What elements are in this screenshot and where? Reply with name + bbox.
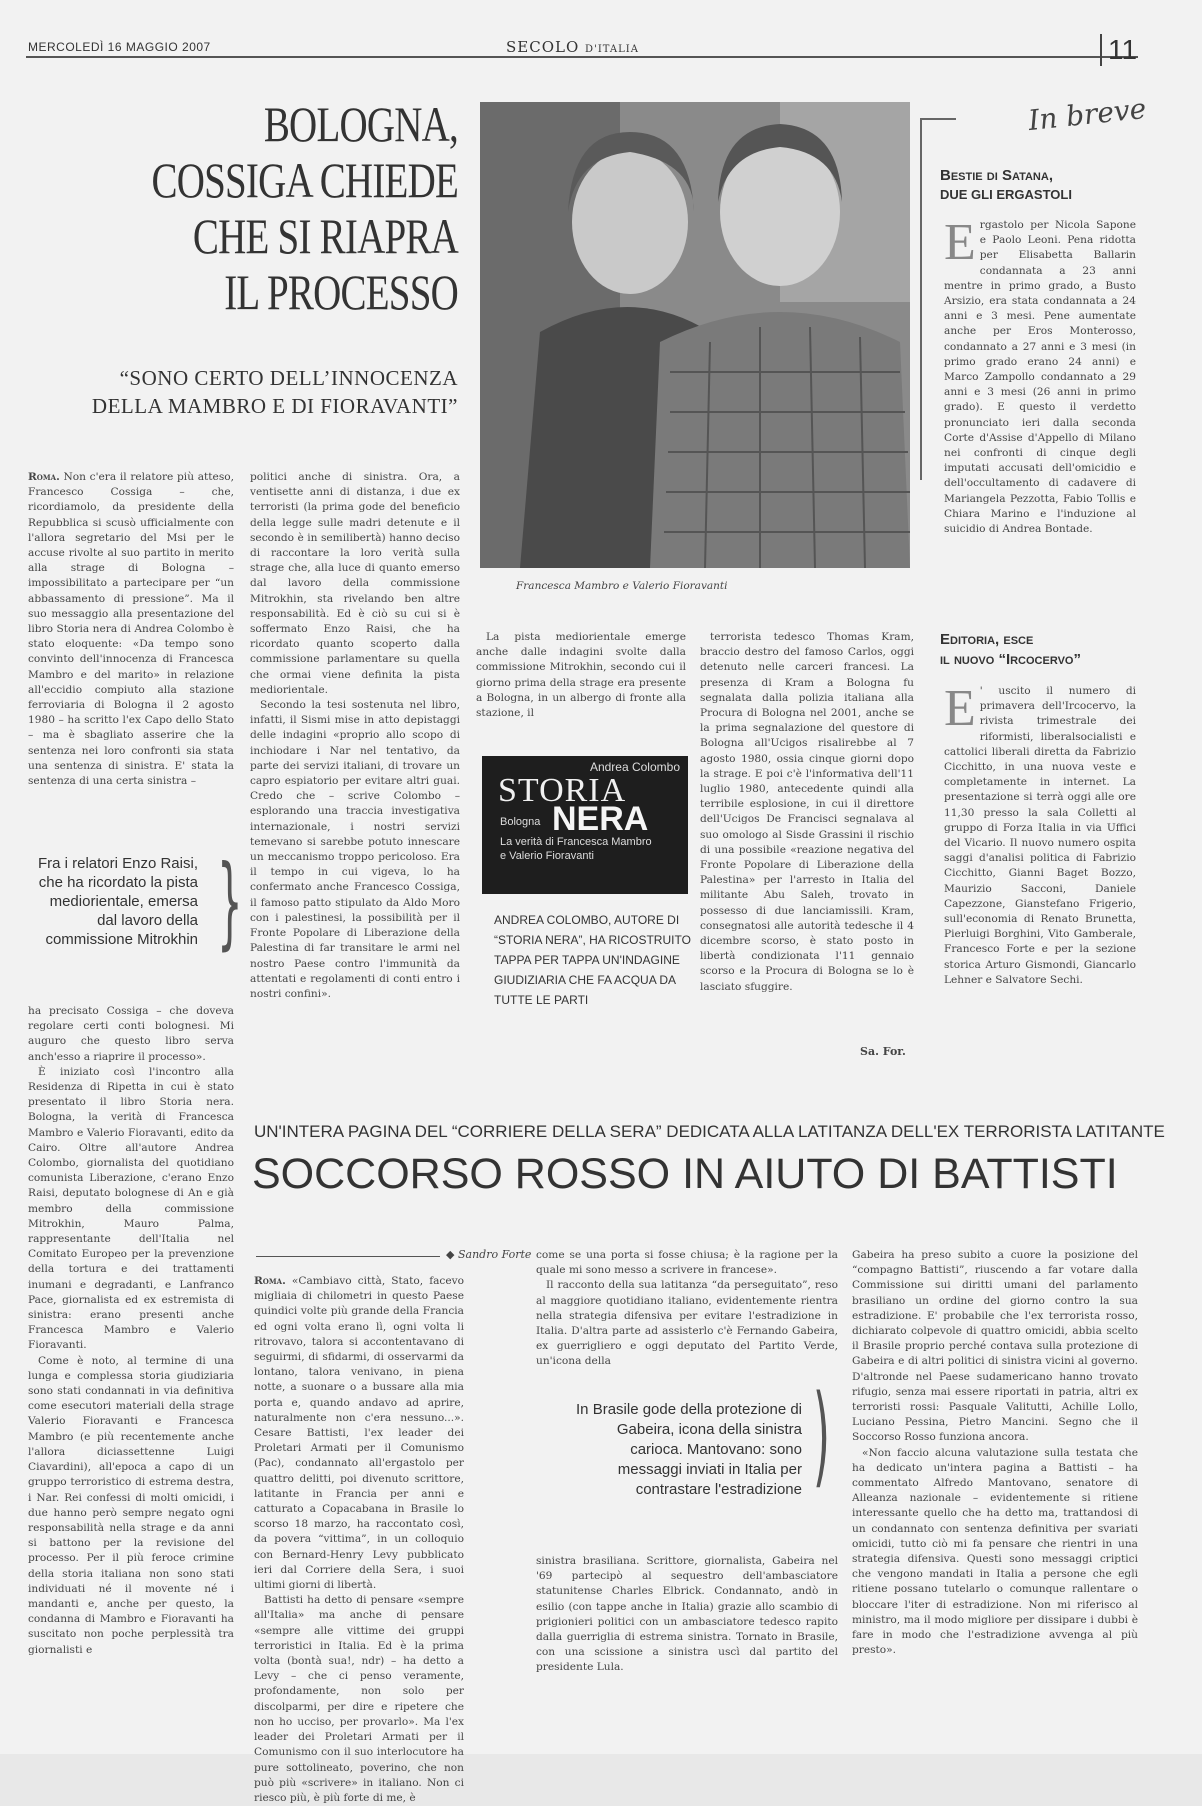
sidebar-item-1-title — [940, 166, 1140, 203]
article-column-1-top — [28, 470, 234, 814]
masthead-name: SECOLO — [506, 38, 580, 56]
brace-ornament: } — [217, 843, 243, 960]
second-pull-quote: In Brasile gode della protezione di Gabeira, icona della sinistra carioca. Mantovano: sono messaggi inviati in Italia per contrastare l'estradizione — [576, 1401, 802, 1498]
headline-line: IL PROCESSO — [224, 264, 458, 320]
paragraph: Il racconto della sua latitanza “da perseguitato”, reso al maggiore quotidiano italiano, evidentemente rientra nella strategia difensiva per evitare l'estradizione in Italia. D'altra parte ad assisterlo c'è Fernando Gabeira, ex guerrigliero e oggi deputato del Partito Verde, un'icona della — [536, 1279, 838, 1368]
headline-line: CHE SI RIAPRA — [192, 208, 458, 264]
byline: ◆ Sandro Forte — [446, 1248, 532, 1261]
paragraph: Come è noto, al termine di una lunga e complessa storia giudiziaria sono stati condannati in via definitiva come esecutori materiali della strage Valerio Fioravanti e Francesca Mambro (e più recentemente anche l'allora diciassettenne Luigi Ciavardini), all'epoca a capo di un gruppo terroristico di estrema destra, i Nar. Rei confessi di molti omicidi, i due hanno però sempre negato ogni responsabilità nella strage e da anni si battono per la revisione del processo. Per il più feroce crimine della storia italiana non sono stati individuati né il movente né i mandanti e, anche per questo, la condanna di Mambro e Fioravanti ha suscitato non poche perplessità tra giornalisti e — [28, 1354, 234, 1656]
masthead-small: D'ITALIA — [585, 44, 639, 55]
sidebar-item-2-text — [944, 680, 1136, 1056]
issue-date: MERCOLEDÌ 16 MAGGIO 2007 — [28, 40, 211, 54]
paragraph: Secondo la tesi sostenuta nel libro, infatti, il Sismi mise in atto depistaggi delle indagini «proprio allo scopo di inchiodare i Nar nel tentativo, da parte dei servizi italiani, di trovare un capro espiatorio per evitare altri guai. Credo che – scrive Colombo – esplorando una traccia investigativa internazionale, i nostri servizi temevano si sarebbe potuto innescare un meccanismo troppo pericoloso. Era il tempo in cui vigeva, lo ha confermato anche Francesco Cossiga, il famoso patto stipulato da Aldo Moro con i palestinesi, la possibilità per il Fronte Popolare di Liberazione della Palestina di far transitare le armi nel nostro Paese contro l'immunità da attentati e regolamenti di conti entro i nostri confini». — [250, 699, 460, 1000]
second-article-column-2-top — [536, 1248, 838, 1378]
book-subtitle-2: La verità di Francesca Mambro — [500, 836, 652, 848]
byline-author: Sandro Forte — [457, 1248, 532, 1261]
book-subtitle-1: Bologna — [500, 816, 541, 828]
author-signoff: Sa. For. — [860, 1045, 906, 1058]
sidebar-item-2-title — [940, 630, 1140, 670]
paragraph: «Cambiavo città, Stato, facevo migliaia di chilometri in questo Paese quindici volte più grande della Francia ed ogni volta erano lì, ogni volta li ritrovavo, talora si accontentavano di seguirmi, di sfidarmi, di osservarmi da lontano, talora venivano, in piena notte, a suonare o a bussare alla mia porta e, quando andavo ad aprire, naturalmente non c'era nessuno...». Cesare Battisti, l'ex leader dei Proletari Armati per il Comunismo (Pac), condannato all'ergastolo per quattro delitti, poi divenuto scrittore, latitante in Francia per anni e catturato a Copacabana in Brasile lo scorso 18 marzo, ha raccontato così, da povera “vittima”, in un colloquio con Bernard-Henry Levy pubblicato ieri dal Corriere della Sera, i suoi ultimi giorni di libertà. — [254, 1275, 464, 1592]
article-column-1-bottom — [28, 1004, 234, 1684]
brace-ornament: ) — [812, 1371, 831, 1499]
photo-caption: Francesca Mambro e Valerio Fioravanti — [516, 580, 728, 592]
paragraph: rgastolo per Nicola Sapone e Paolo Leoni. Pena ridotta per Elisabetta Ballarin condannata a 23 anni mentre in primo grado, a Busto Arsizio, era stata condannata a 24 anni e 3 mesi. Pene aumentate anche per Eros Monterosso, condannato a 27 anni e 3 mesi (in primo grado erano 24 anni) e Marco Zampollo condannato a 29 anni e 3 mesi (26 anni in primo grado). E questo il verdetto pronunciato ieri dalla seconda Corte d'Assise d'Appello di Milano nei confronti di cinque degli imputati accusati dell'omicidio e dell'occultamento di cadavere di Mariangela Pezzotta, Fabio Tollis e Chiara Marino e l'induzione al suicidio di Andrea Bontade. — [944, 219, 1136, 536]
photo-illustration — [480, 102, 910, 568]
book-title-1: STORIA — [498, 772, 627, 809]
paragraph: È iniziato così l'incontro alla Residenza di Ripetta in cui è stato presentato il libro Storia nera. Bologna, la verità di Francesca Mambro e Valerio Fioravanti, edito da Cairo. Oltre all'autore Andrea Colombo, giornalista del quotidiano comunista Liberazione, c'erano Enzo Raisi, deputato bolognese di An e già membro della commissione Mitrokhin, Mauro Palma, rappresentante dell'Italia nel Comitato Europeo per la prevenzione della tortura e dei trattamenti inumani e degradanti, e Lanfranco Pace, giornalista ed ex estremista di sinistra: erano presenti anche Francesca Mambro e Valerio Fioravanti. — [28, 1065, 234, 1352]
main-subhead — [28, 364, 458, 420]
paragraph: Non c'era il relatore più atteso, Francesco Cossiga – che, ricordiamolo, da presidente della Repubblica si scusò ufficialmente con l'allora segretario del Msi per le accuse rivolte al suo partito in merito alla strage di Bologna – impossibilitato a partecipare per “un abbassamento di pressione”. Ma il suo messaggio alla presentazione del libro Storia nera di Andrea Colombo è stato eloquente: «Da tempo sono convinto dell'innocenza di Francesca Mambro e del marito» in relazione all'eccidio compiuto alla stazione ferroviaria di Bologna il 2 agosto 1980 – ha scritto l'ex Capo dello Stato – ma è sbagliato asserire che la sentenza nei loro confronti sia stata una sentenza di sinistra. E' stata la sentenza di una certa sinistra – — [28, 471, 234, 788]
paragraph: sinistra brasiliana. Scrittore, giornalista, Gabeira nel '69 partecipò al sequestro dell'ambasciatore statunitense Charles Elbrick. Condannato, andò in esilio (con tappe anche in Italia) grazie allo scambio di prigionieri politici con un ambasciatore tedesco rapito dalla guerriglia di estrema sinistra. Tornato in Brasile, con una scissione a sinistra uscì dal partito del presidente Lula. — [536, 1555, 838, 1674]
article-column-4 — [700, 630, 914, 1040]
book-title-2: NERA — [552, 800, 649, 838]
second-article-headline: SOCCORSO ROSSO IN AIUTO DI BATTISTI — [252, 1150, 1118, 1198]
drop-cap: E — [944, 680, 976, 737]
sidebar-title-line: Bestie di Satana, — [940, 167, 1053, 184]
headline-line: COSSIGA CHIEDE — [151, 152, 458, 208]
header-rule — [26, 56, 1138, 58]
second-article-column-2-bottom — [536, 1554, 838, 1674]
dateline: Roma. — [254, 1275, 286, 1287]
sidebar-label: In breve — [1026, 91, 1148, 138]
sidebar-title-line: DUE GLI ERGASTOLI — [940, 187, 1072, 202]
drop-cap: E — [944, 214, 976, 271]
article-column-3 — [476, 630, 686, 730]
headline-line: BOLOGNA, — [263, 96, 458, 152]
paragraph: ' uscito il numero di primavera dell'Ircocervo, la rivista trimestrale dei riformisti, liberalsocialisti e cattolici liberali diretta da Fabrizio Cicchitto, in una nuova veste e completamente in internet. La presentazione si terrà oggi alle ore 11,30 presso la sala Colletti al gruppo di Forza Italia in via Uffici del Vicario. Il nuovo numero ospita saggi d'analisi politica di Fabrizio Cicchitto, Gianni Baget Bozzo, Maurizio Sacconi, Daniele Capezzone, Gianstefano Frigerio, sull'economia di Renato Brunetta, Pierluigi Borghini, Vito Gamberale, Francesco Forte e per la sezione storica Arturo Gismondi, Giancarlo Lehner e Salvatore Sechi. — [944, 685, 1136, 986]
page-number: 11 — [1100, 34, 1137, 66]
paragraph: ha precisato Cossiga – che doveva regolare certi conti bolognesi. Mi auguro che questo libro serva anch'esso a riaprire il processo». — [28, 1005, 234, 1063]
sidebar-item-1-text — [944, 214, 1136, 606]
paragraph: «Non faccio alcuna valutazione sulla testata che ha dedicato un'intera pagina a Battisti – ha commentato Alfredo Mantovano, senatore di Alleanza nazionale – evidentemente si ritiene interessante quello che ha detto ma, trattandosi di un condannato con sentenza definitiva per svariati omicidi, tutto ciò mi fa pensare che rientri in una strategia difensiva. Questi sono messaggi criptici che vengono mandati in Italia a persone che egli ritiene possano tutelarlo o comunque rallentare o bloccare l'iter di estradizione. Non mi riferisco al ministro, ma il modo migliore per dissipare i dubbi è fare in modo che l'estradizione avvenga al più presto». — [852, 1446, 1138, 1657]
second-article-column-1 — [254, 1274, 464, 1804]
pull-quote: Fra i relatori Enzo Raisi, che ha ricordato la pista mediorientale, emersa dal lavoro della commissione Mitrokhin — [37, 855, 198, 948]
book-subtitle-3: e Valerio Fioravanti — [500, 850, 594, 862]
dateline: Roma. — [28, 471, 60, 483]
paragraph: terrorista tedesco Thomas Kram, braccio destro del famoso Carlos, oggi detenuto nelle carceri francesi. La presenza di Kram a Bologna fu segnalata dalla polizia italiana alla Procura di Bologna nel 2001, anche se la prima segnalazione del questore di Bologna all'Ucigos risalirebbe al 7 agosto 1980, ossia cinque giorni dopo la strage. E poi c'è l'informativa dell'11 luglio 1980, antecedente quindi alla terribile esplosione, in cui il direttore dell'Ucigos De Francisci segnalava al suo omologo al Sisde Grassini il rischio di una possibile «reazione negativa del Fronte Popolare di Liberazione della Palestina» per l'arresto in Italia del militante Abu Saleh, trovato in possesso di due lanciamissili. Kram, consegnatosi alle autorità tedesche il 4 dicembre scorso, è stato posto in libertà condizionata l'11 gennaio scorso e la Procura di Bologna se lo è lasciato sfuggire. — [700, 631, 914, 993]
book-cover — [482, 756, 688, 894]
book-caption: ANDREA COLOMBO, AUTORE DI “STORIA NERA”, HA RICOSTRUITO TAPPA PER TAPPA UN'INDAGINE GIUDIZIARIA CHE FA ACQUA DA TUTTE LE PARTI — [494, 913, 691, 1007]
paragraph: Gabeira ha preso subito a cuore la posizione del “compagno Battisti”, riuscendo a far votare dalla Commissione sui diritti umani del parlamento brasiliano un ordine del giorno contro la sua estradizione. E' probabile che l'ex terrorista rosso, dichiarato colpevole di quattro omicidi, abbia scelto il Brasile proprio perché contava sulla protezione di Gabeira e di altri politici di sinistra vicini al governo. D'altronde nel Paese sudamericano hanno trovato rifugio, senza mai essere riportati in patria, altri ex terroristi rossi: Pasquale Valitutti, Achille Lollo, Luciano Pessina, Pietro Mancini. Segno che il Soccorso Rosso funziona ancora. — [852, 1249, 1138, 1444]
subhead-line: DELLA MAMBRO E DI FIORAVANTI” — [91, 394, 458, 418]
paragraph: come se una porta si fosse chiusa; è la ragione per la quale mi sono messo a scrivere in francese». — [536, 1249, 838, 1277]
masthead — [506, 38, 639, 56]
main-headline — [130, 96, 458, 320]
second-article-kicker: UN'INTERA PAGINA DEL “CORRIERE DELLA SERA” DEDICATA ALLA LATITANZA DELL'EX TERRORISTA LATITANTE — [254, 1122, 1165, 1141]
photo-mambro-fioravanti — [480, 102, 910, 568]
byline-rule — [256, 1256, 440, 1257]
subhead-line: “SONO CERTO DELL’INNOCENZA — [119, 366, 458, 390]
paragraph: politici anche di sinistra. Ora, a ventisette anni di distanza, i due ex terroristi (la prima gode del beneficio della legge sulle madri detenute e il secondo è in semilibertà) hanno deciso di raccontare la loro verità sulla strage che, alla luce di quanto emerso dal lavoro della commissione Mitrokhin, sta rivelando ben altre responsabilità. Ed è ciò su cui si è soffermato Enzo Raisi, che ha ricordato quanto scoperto dalla commissione parlamentare su quella che ormai viene definita la pista mediorientale. — [250, 471, 460, 696]
article-column-2 — [250, 470, 460, 1064]
sidebar-title-line: il nuovo “Ircocervo” — [940, 651, 1081, 668]
book-author: Andrea Colombo — [589, 760, 680, 774]
paragraph: Battisti ha detto di pensare «sempre all'Italia» ma anche di pensare «sempre alle vittime dei gruppi terroristici in Italia. Ed è la prima volta (bontà sua!, ndr) – ha detto a Levy – che ci penso veramente, profondamente, non solo per discolparmi, per dire e ripetere che non ho ucciso, per provarlo». Ma l'ex leader dei Proletari Armati per il Comunismo con il suo interlocutore ha pure sottolineato, poverino, che non può più «scrivere» in italiano. Non ci riesco più, è più forte di me, è — [254, 1594, 464, 1804]
sidebar-title-line: Editoria, esce — [940, 631, 1034, 648]
paragraph: La pista mediorientale emerge anche dalle indagini svolte dalla commissione Mitrokhin, secondo cui il giorno prima della strage era presente a Bologna, in un albergo di fronte alla stazione, il — [476, 631, 686, 720]
second-article-column-3 — [852, 1248, 1138, 1694]
